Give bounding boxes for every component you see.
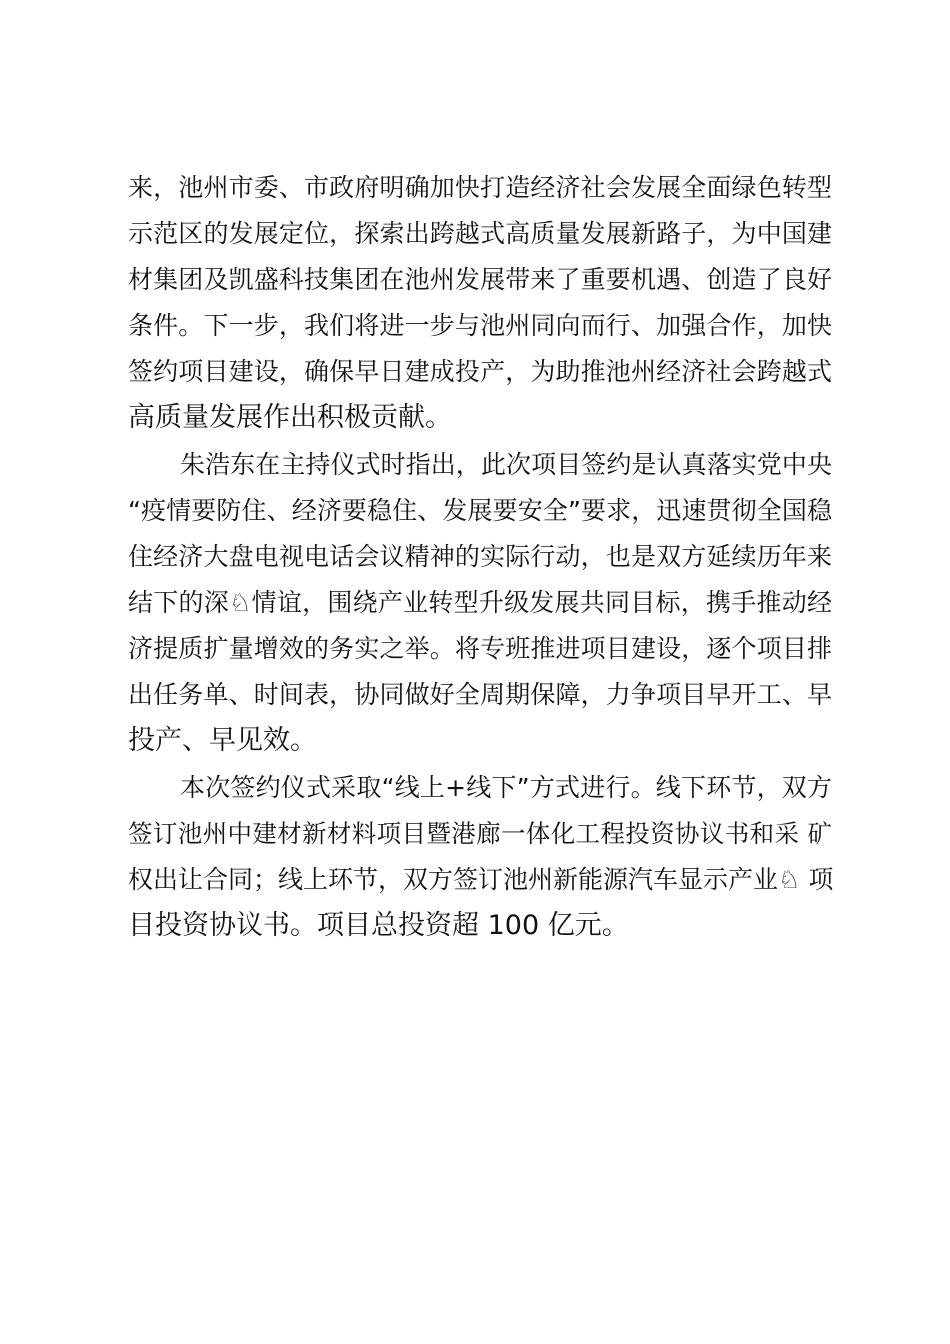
text-line: 权出让合同；线上环节，双方签订池州新能源汽车显示产业♘ 项: [128, 865, 834, 894]
text-line: 签订池州中建材新材料项目暨港廊一体化工程投资协议书和采 矿: [128, 819, 832, 848]
text-line: 投产、早见效。: [128, 725, 317, 756]
text-line: 材集团及凯盛科技集团在池州发展带来了重要机遇、创造了良好: [128, 265, 832, 294]
text-line: 住经济大盘电视电话会议精神的实际行动，也是双方延续历年来: [128, 542, 832, 571]
text-line: 目投资协议书。项目总投资超 100 亿元。: [128, 910, 629, 941]
text-line: 签约项目建设，确保早日建成投产，为助推池州经济社会跨越式: [128, 357, 832, 386]
paragraph-first-line: 朱浩东在主持仪式时指出，此次项目签约是认真落实党中央: [180, 450, 832, 479]
text-line: 来，池州市委、市政府明确加快打造经济社会发展全面绿色转型: [128, 173, 832, 202]
text-line: 示范区的发展定位，探索出跨越式高质量发展新路子，为中国建: [128, 219, 832, 248]
text-line: 条件。下一步，我们将进一步与池州同向而行、加强合作，加快: [128, 311, 832, 340]
text-line: 出任务单、时间表，协同做好全周期保障，力争项目早开工、早: [128, 680, 832, 709]
paragraph-first-line: 本次签约仪式采取“线上+线下”方式进行。线下环节，双方: [180, 773, 832, 802]
text-line: 高质量发展作出积极贡献。: [128, 402, 452, 433]
text-line: 济提质扩量增效的务实之举。将专班推进项目建设，逐个项目排: [128, 634, 832, 663]
text-line: “疫情要防住、经济要稳住、发展要安全”要求，迅速贯彻全国稳: [128, 496, 832, 525]
text-line: 结下的深♘情谊，围绕产业转型升级发展共同目标，携手推动经: [128, 588, 832, 617]
